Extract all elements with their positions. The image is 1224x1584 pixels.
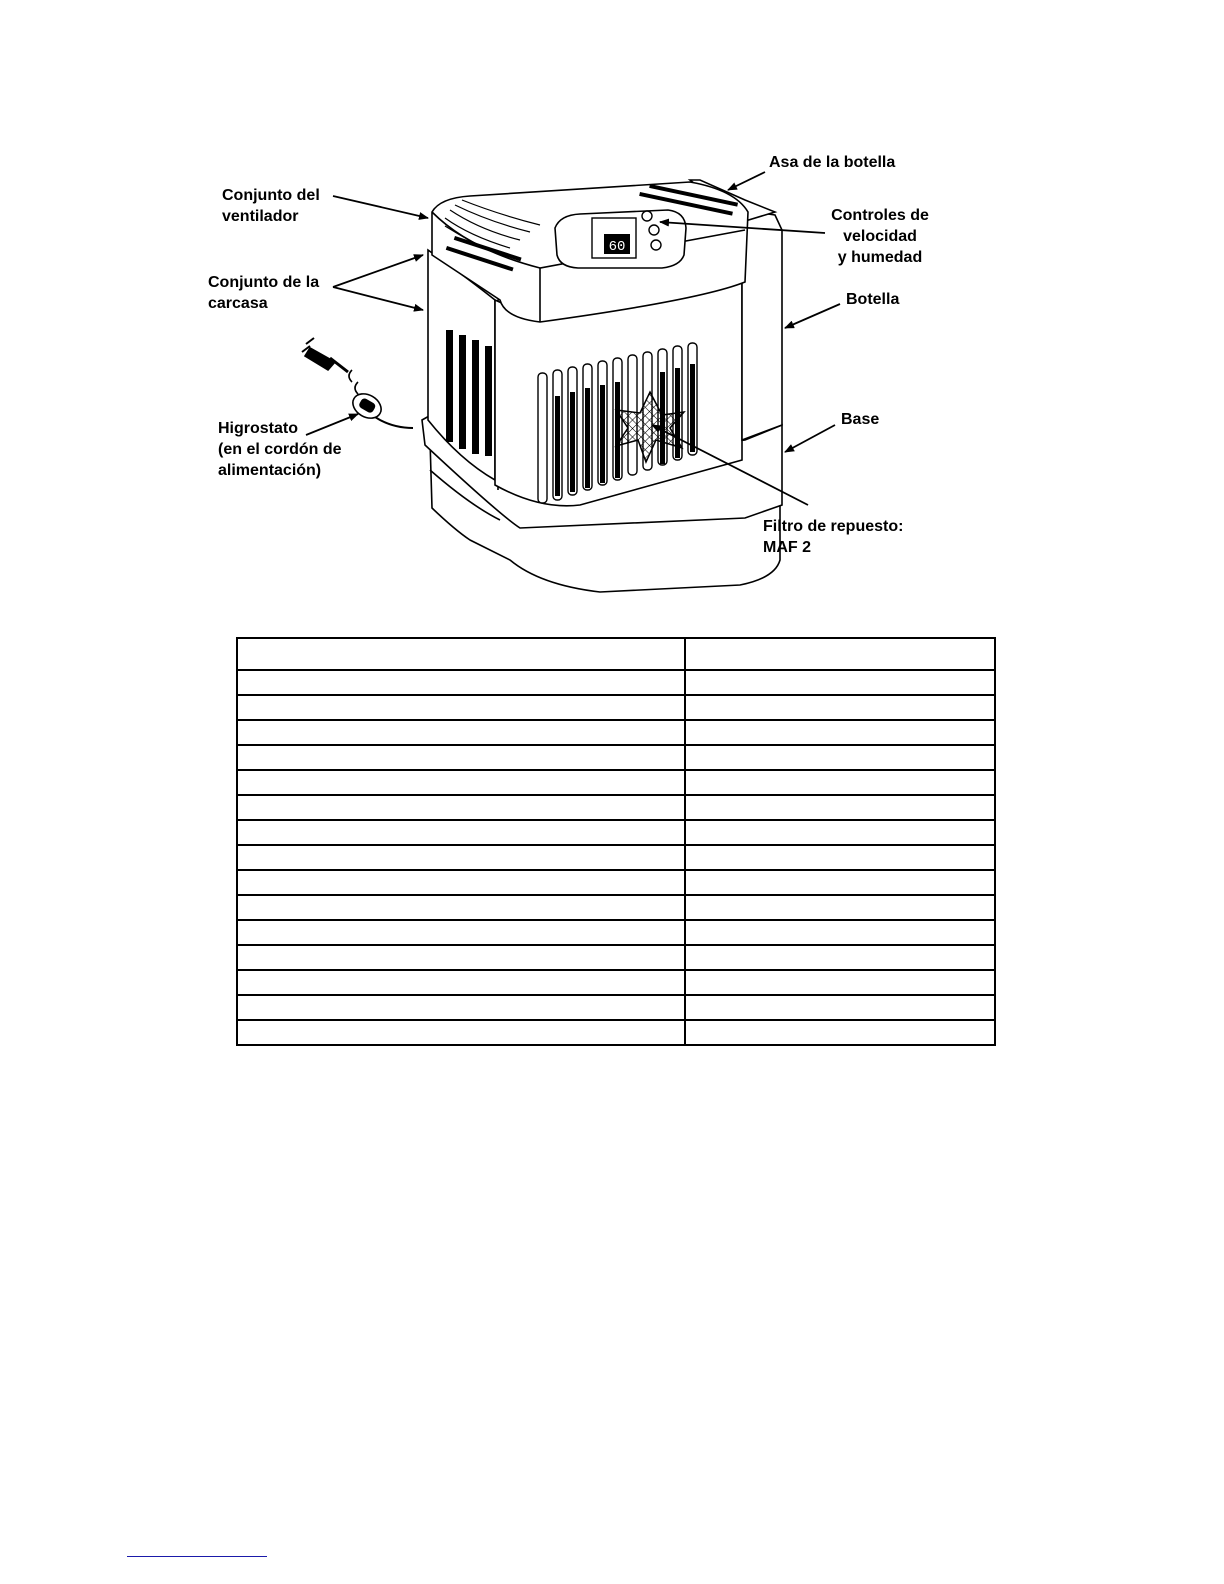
table-row [237, 670, 995, 695]
table-row [237, 970, 995, 995]
table-row [237, 820, 995, 845]
table-row [237, 995, 995, 1020]
table-cell [685, 995, 995, 1020]
table-row [237, 1020, 995, 1045]
humidity-button[interactable] [651, 240, 661, 250]
table-row [237, 745, 995, 770]
mode-button[interactable] [649, 225, 659, 235]
table-cell [685, 795, 995, 820]
table-cell [685, 920, 995, 945]
table-cell [685, 970, 995, 995]
table-cell [685, 1020, 995, 1045]
table-row [237, 920, 995, 945]
table-row [237, 770, 995, 795]
display-reading: 60 [608, 239, 626, 255]
table-cell [237, 820, 685, 845]
table-cell [685, 820, 995, 845]
control-panel [555, 210, 686, 268]
table-cell [237, 695, 685, 720]
speed-button[interactable] [642, 211, 652, 221]
table-row [237, 720, 995, 745]
table-cell [685, 895, 995, 920]
table-cell [685, 870, 995, 895]
table-header-cell [685, 638, 995, 670]
table-cell [685, 845, 995, 870]
table-cell [237, 745, 685, 770]
table-cell [237, 895, 685, 920]
table-row [237, 695, 995, 720]
table-cell [237, 795, 685, 820]
table-cell [685, 670, 995, 695]
table-cell [685, 695, 995, 720]
parts-table [236, 637, 996, 1046]
table-header-row [237, 638, 995, 670]
table-row [237, 895, 995, 920]
label-bottle: Botella [846, 291, 900, 308]
table-cell [237, 970, 685, 995]
table-cell [237, 770, 685, 795]
table-header-cell [237, 638, 685, 670]
humidifier-diagram [0, 0, 1224, 620]
label-hygrostat: Higrostato (en el cordón de alimentación) [218, 420, 342, 479]
label-filter: Filtro de repuesto: MAF 2 [763, 518, 904, 556]
table-row [237, 870, 995, 895]
label-housing-assembly: Conjunto de la carcasa [208, 274, 320, 312]
label-bottle-handle: Asa de la botella [769, 154, 896, 171]
table-cell [237, 845, 685, 870]
table-cell [237, 720, 685, 745]
table-cell [237, 870, 685, 895]
table-cell [685, 720, 995, 745]
table-cell [237, 920, 685, 945]
label-fan-assembly: Conjunto del ventilador [222, 187, 320, 225]
table-cell [237, 1020, 685, 1045]
table-cell [237, 945, 685, 970]
table-row [237, 945, 995, 970]
table-cell [685, 770, 995, 795]
label-controls: Controles de velocidad y humedad [831, 207, 929, 266]
table-row [237, 795, 995, 820]
label-base: Base [841, 411, 880, 428]
table-cell [685, 745, 995, 770]
table-cell [685, 945, 995, 970]
table-row [237, 845, 995, 870]
footnote-separator [127, 1556, 267, 1557]
table-cell [237, 995, 685, 1020]
table-cell [237, 670, 685, 695]
